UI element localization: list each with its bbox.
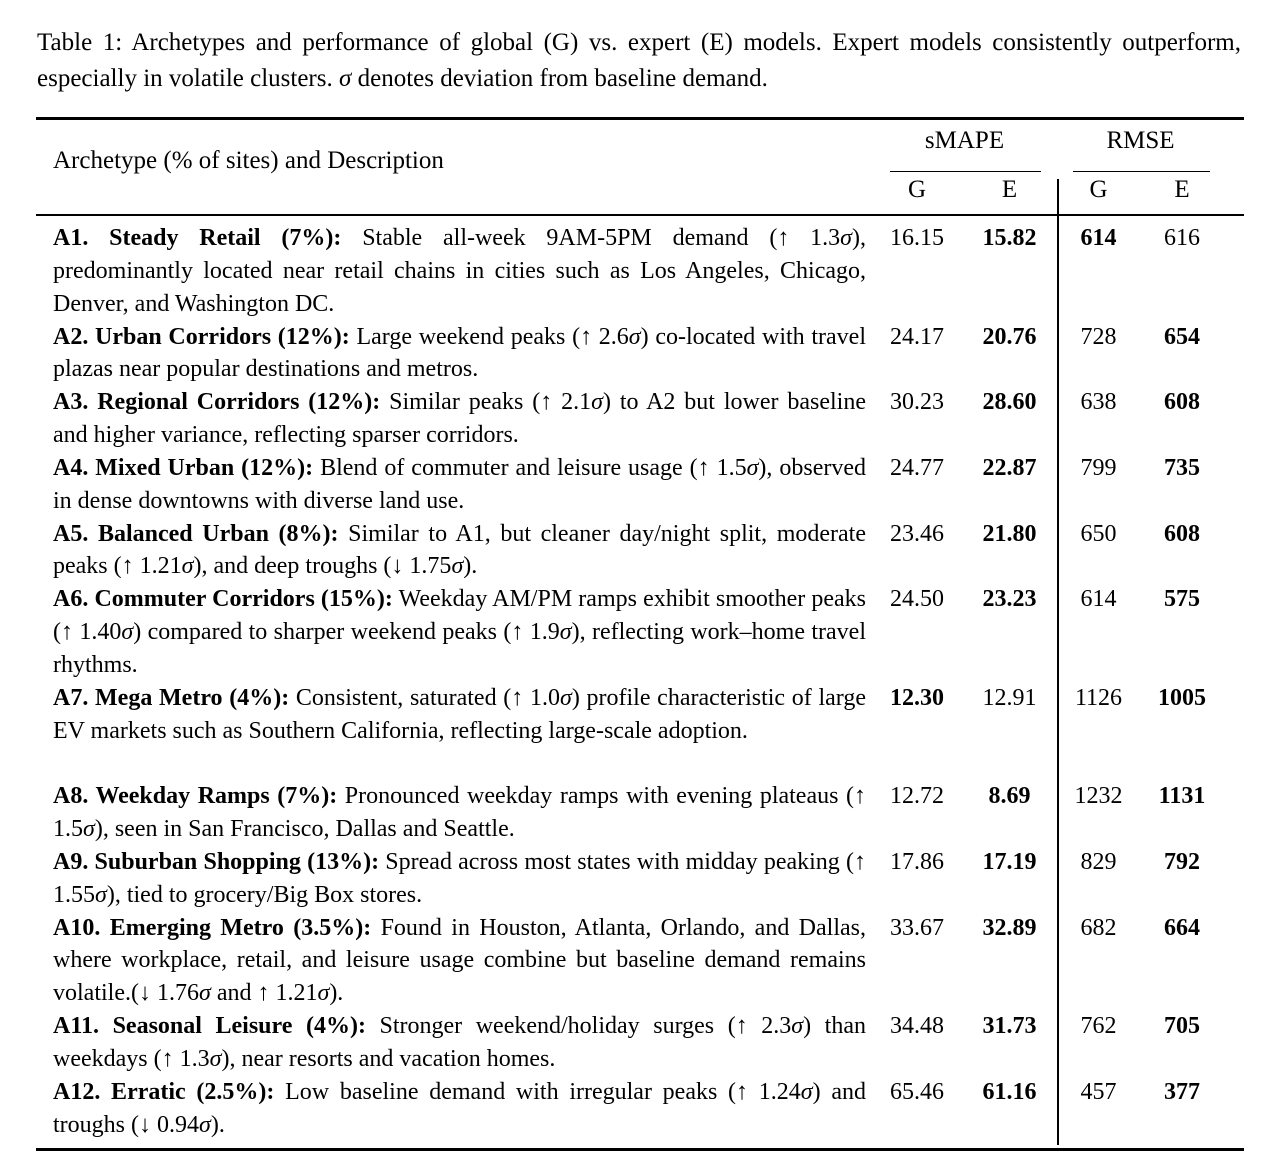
cell-rmse-e: 735 bbox=[1164, 454, 1200, 481]
cell-smape-g: 24.17 bbox=[890, 323, 944, 350]
cell-smape-e: 21.80 bbox=[982, 520, 1037, 547]
table-caption: Table 1: Archetypes and performance of global (G) vs. expert (E) models. Expert models consistently outperform, especially in volatile clusters. σ denotes deviation from baseline demand. bbox=[37, 29, 1241, 92]
cell-rmse-e: 1131 bbox=[1158, 783, 1206, 810]
cell-rmse-e: 575 bbox=[1164, 586, 1200, 613]
cell-smape-g: 24.77 bbox=[890, 454, 944, 481]
cell-rmse-g: 614 bbox=[1080, 586, 1117, 613]
column-header-archetype-description: Archetype (% of sites) and Description bbox=[53, 147, 444, 174]
cell-smape-g: 34.48 bbox=[890, 1013, 944, 1040]
row-description-text: Blend of commuter and leisure usage (↑ 1.5σ), observed in dense downtowns with diverse land use. bbox=[53, 454, 866, 514]
row-description-text: Similar peaks (↑ 2.1σ) to A2 but lower baseline and higher variance, reflecting sparser corridors. bbox=[53, 389, 866, 449]
row-description bbox=[36, 386, 872, 452]
row-description bbox=[36, 1076, 872, 1142]
subheader-rmse-g: G bbox=[1089, 176, 1108, 203]
cell-smape-e: 20.76 bbox=[982, 323, 1037, 350]
cell-rmse-g: 1232 bbox=[1074, 783, 1123, 810]
cell-smape-g: 33.67 bbox=[890, 914, 944, 941]
cell-smape-e: 17.19 bbox=[982, 848, 1037, 875]
table-row bbox=[36, 222, 1244, 321]
cell-smape-g: 12.72 bbox=[890, 783, 944, 810]
subheader-row bbox=[36, 176, 1244, 204]
row-description-text: Weekday AM/PM ramps exhibit smoother peaks (↑ 1.40σ) compared to sharper weekend peaks (↑ 1.9σ), reflecting work–home travel rhythms. bbox=[53, 586, 867, 678]
subheader-smape-e: E bbox=[1001, 176, 1018, 203]
row-description bbox=[36, 321, 872, 387]
cell-rmse-g: 457 bbox=[1080, 1078, 1117, 1105]
cell-smape-g: 24.50 bbox=[890, 586, 944, 613]
table-row bbox=[36, 518, 1244, 584]
cell-rmse-e: 377 bbox=[1164, 1078, 1200, 1105]
row-description-text: Stable all-week 9AM-5PM demand (↑ 1.3σ), predominantly located near retail chains in cities such as Los Angeles, Chicago, Denver, and Washington DC. bbox=[53, 225, 867, 317]
row-description bbox=[36, 780, 872, 846]
table-row bbox=[36, 912, 1244, 1011]
cell-rmse-e: 608 bbox=[1164, 520, 1200, 547]
group-header-smape: sMAPE bbox=[924, 127, 1005, 154]
row-archetype-label: A1. Steady Retail (7%): bbox=[53, 225, 342, 251]
row-archetype-label: A12. Erratic (2.5%): bbox=[53, 1078, 275, 1105]
cell-rmse-g: 650 bbox=[1080, 520, 1117, 547]
row-description-text: Pronounced weekday ramps with evening plateaus (↑ 1.5σ), seen in San Francisco, Dallas and Seattle. bbox=[53, 783, 867, 843]
cmidrule-smape bbox=[890, 171, 1041, 172]
row-description bbox=[36, 846, 872, 912]
cell-smape-e: 12.91 bbox=[982, 684, 1037, 711]
cell-smape-e: 22.87 bbox=[982, 454, 1037, 481]
row-archetype-label: A11. Seasonal Leisure (4%): bbox=[53, 1013, 366, 1040]
table-body bbox=[36, 216, 1244, 1142]
row-description bbox=[36, 912, 872, 1011]
table-row bbox=[36, 1010, 1244, 1076]
cell-rmse-g: 799 bbox=[1080, 454, 1117, 481]
cell-smape-e: 8.69 bbox=[988, 783, 1031, 810]
row-archetype-label: A6. Commuter Corridors (15%): bbox=[53, 586, 393, 613]
row-description-text: Consistent, saturated (↑ 1.0σ) profile characteristic of large EV markets such as Southern California, reflecting large-scale adoption. bbox=[53, 684, 866, 744]
row-description-text: Stronger weekend/holiday surges (↑ 2.3σ) than weekdays (↑ 1.3σ), near resorts and vacation homes. bbox=[53, 1013, 866, 1072]
cell-rmse-g: 638 bbox=[1080, 389, 1117, 416]
cmidrule-rmse bbox=[1073, 171, 1210, 172]
cell-rmse-e: 705 bbox=[1164, 1013, 1200, 1040]
cell-smape-g: 16.15 bbox=[890, 225, 944, 251]
cell-smape-e: 31.73 bbox=[982, 1013, 1037, 1040]
table-row bbox=[36, 386, 1244, 452]
table-row bbox=[36, 583, 1244, 682]
cell-smape-g: 17.86 bbox=[890, 848, 944, 875]
row-archetype-label: A8. Weekday Ramps (7%): bbox=[53, 783, 338, 810]
row-description-text: Large weekend peaks (↑ 2.6σ) co-located with travel plazas near popular destinations and metros. bbox=[53, 323, 867, 383]
cell-rmse-g: 829 bbox=[1080, 848, 1117, 875]
row-archetype-label: A3. Regional Corridors (12%): bbox=[53, 389, 381, 416]
row-archetype-label: A4. Mixed Urban (12%): bbox=[53, 454, 314, 481]
table-row bbox=[36, 321, 1244, 387]
archetype-performance-table bbox=[36, 117, 1244, 1151]
cell-rmse-e: 616 bbox=[1164, 225, 1200, 251]
table-row bbox=[36, 682, 1244, 781]
table-row bbox=[36, 452, 1244, 518]
table-row bbox=[36, 780, 1244, 846]
column-group-divider bbox=[1057, 179, 1059, 1145]
row-description-text: Low baseline demand with irregular peaks (↑ 1.24σ) and troughs (↓ 0.94σ). bbox=[53, 1078, 866, 1138]
cell-rmse-e: 664 bbox=[1164, 914, 1200, 941]
row-description-text: Spread across most states with midday peaking (↑ 1.55σ), tied to grocery/Big Box stores. bbox=[53, 848, 867, 908]
cell-smape-e: 23.23 bbox=[982, 586, 1037, 613]
row-description bbox=[36, 452, 872, 518]
row-description bbox=[36, 222, 872, 321]
cell-rmse-g: 728 bbox=[1080, 323, 1117, 350]
subheader-smape-g: G bbox=[907, 176, 927, 203]
row-description bbox=[36, 583, 872, 682]
cell-smape-g: 65.46 bbox=[890, 1078, 944, 1105]
cell-smape-g: 12.30 bbox=[890, 684, 944, 711]
cell-rmse-g: 682 bbox=[1080, 914, 1117, 941]
row-description bbox=[36, 518, 872, 584]
cell-rmse-g: 762 bbox=[1080, 1013, 1117, 1040]
cell-smape-g: 23.46 bbox=[890, 520, 944, 547]
cell-rmse-g: 1126 bbox=[1074, 684, 1123, 711]
row-archetype-label: A5. Balanced Urban (8%): bbox=[53, 520, 339, 547]
row-archetype-label: A10. Emerging Metro (3.5%): bbox=[53, 914, 372, 941]
subheader-rmse-e: E bbox=[1174, 176, 1190, 203]
table-header bbox=[36, 120, 1244, 216]
cell-smape-e: 32.89 bbox=[982, 914, 1037, 941]
cell-rmse-e: 654 bbox=[1164, 323, 1200, 350]
row-description bbox=[36, 1010, 872, 1076]
row-archetype-label: A9. Suburban Shopping (13%): bbox=[53, 848, 380, 875]
cell-rmse-g: 614 bbox=[1080, 225, 1117, 251]
row-archetype-label: A7. Mega Metro (4%): bbox=[53, 684, 290, 711]
subheader-spacer bbox=[36, 176, 872, 204]
cell-rmse-e: 608 bbox=[1164, 389, 1200, 416]
cell-rmse-e: 1005 bbox=[1158, 684, 1206, 711]
cell-smape-g: 30.23 bbox=[890, 389, 944, 416]
row-description-text: Similar to A1, but cleaner day/night split, moderate peaks (↑ 1.21σ), and deep troughs (↓ 1.75σ). bbox=[53, 520, 866, 580]
table-row bbox=[36, 846, 1244, 912]
cell-rmse-e: 792 bbox=[1164, 848, 1200, 875]
row-description-text: Found in Houston, Atlanta, Orlando, and Dallas, where workplace, retail, and leisure usage combine but baseline demand remains volatile.(↓ 1.76σ and ↑ 1.21σ). bbox=[53, 914, 866, 1007]
cell-smape-e: 61.16 bbox=[982, 1078, 1037, 1105]
cell-smape-e: 15.82 bbox=[982, 225, 1037, 251]
row-archetype-label: A2. Urban Corridors (12%): bbox=[53, 323, 350, 350]
group-header-rmse: RMSE bbox=[1106, 127, 1175, 154]
table-row bbox=[36, 1076, 1244, 1142]
cell-smape-e: 28.60 bbox=[982, 389, 1037, 416]
row-description bbox=[36, 682, 872, 781]
